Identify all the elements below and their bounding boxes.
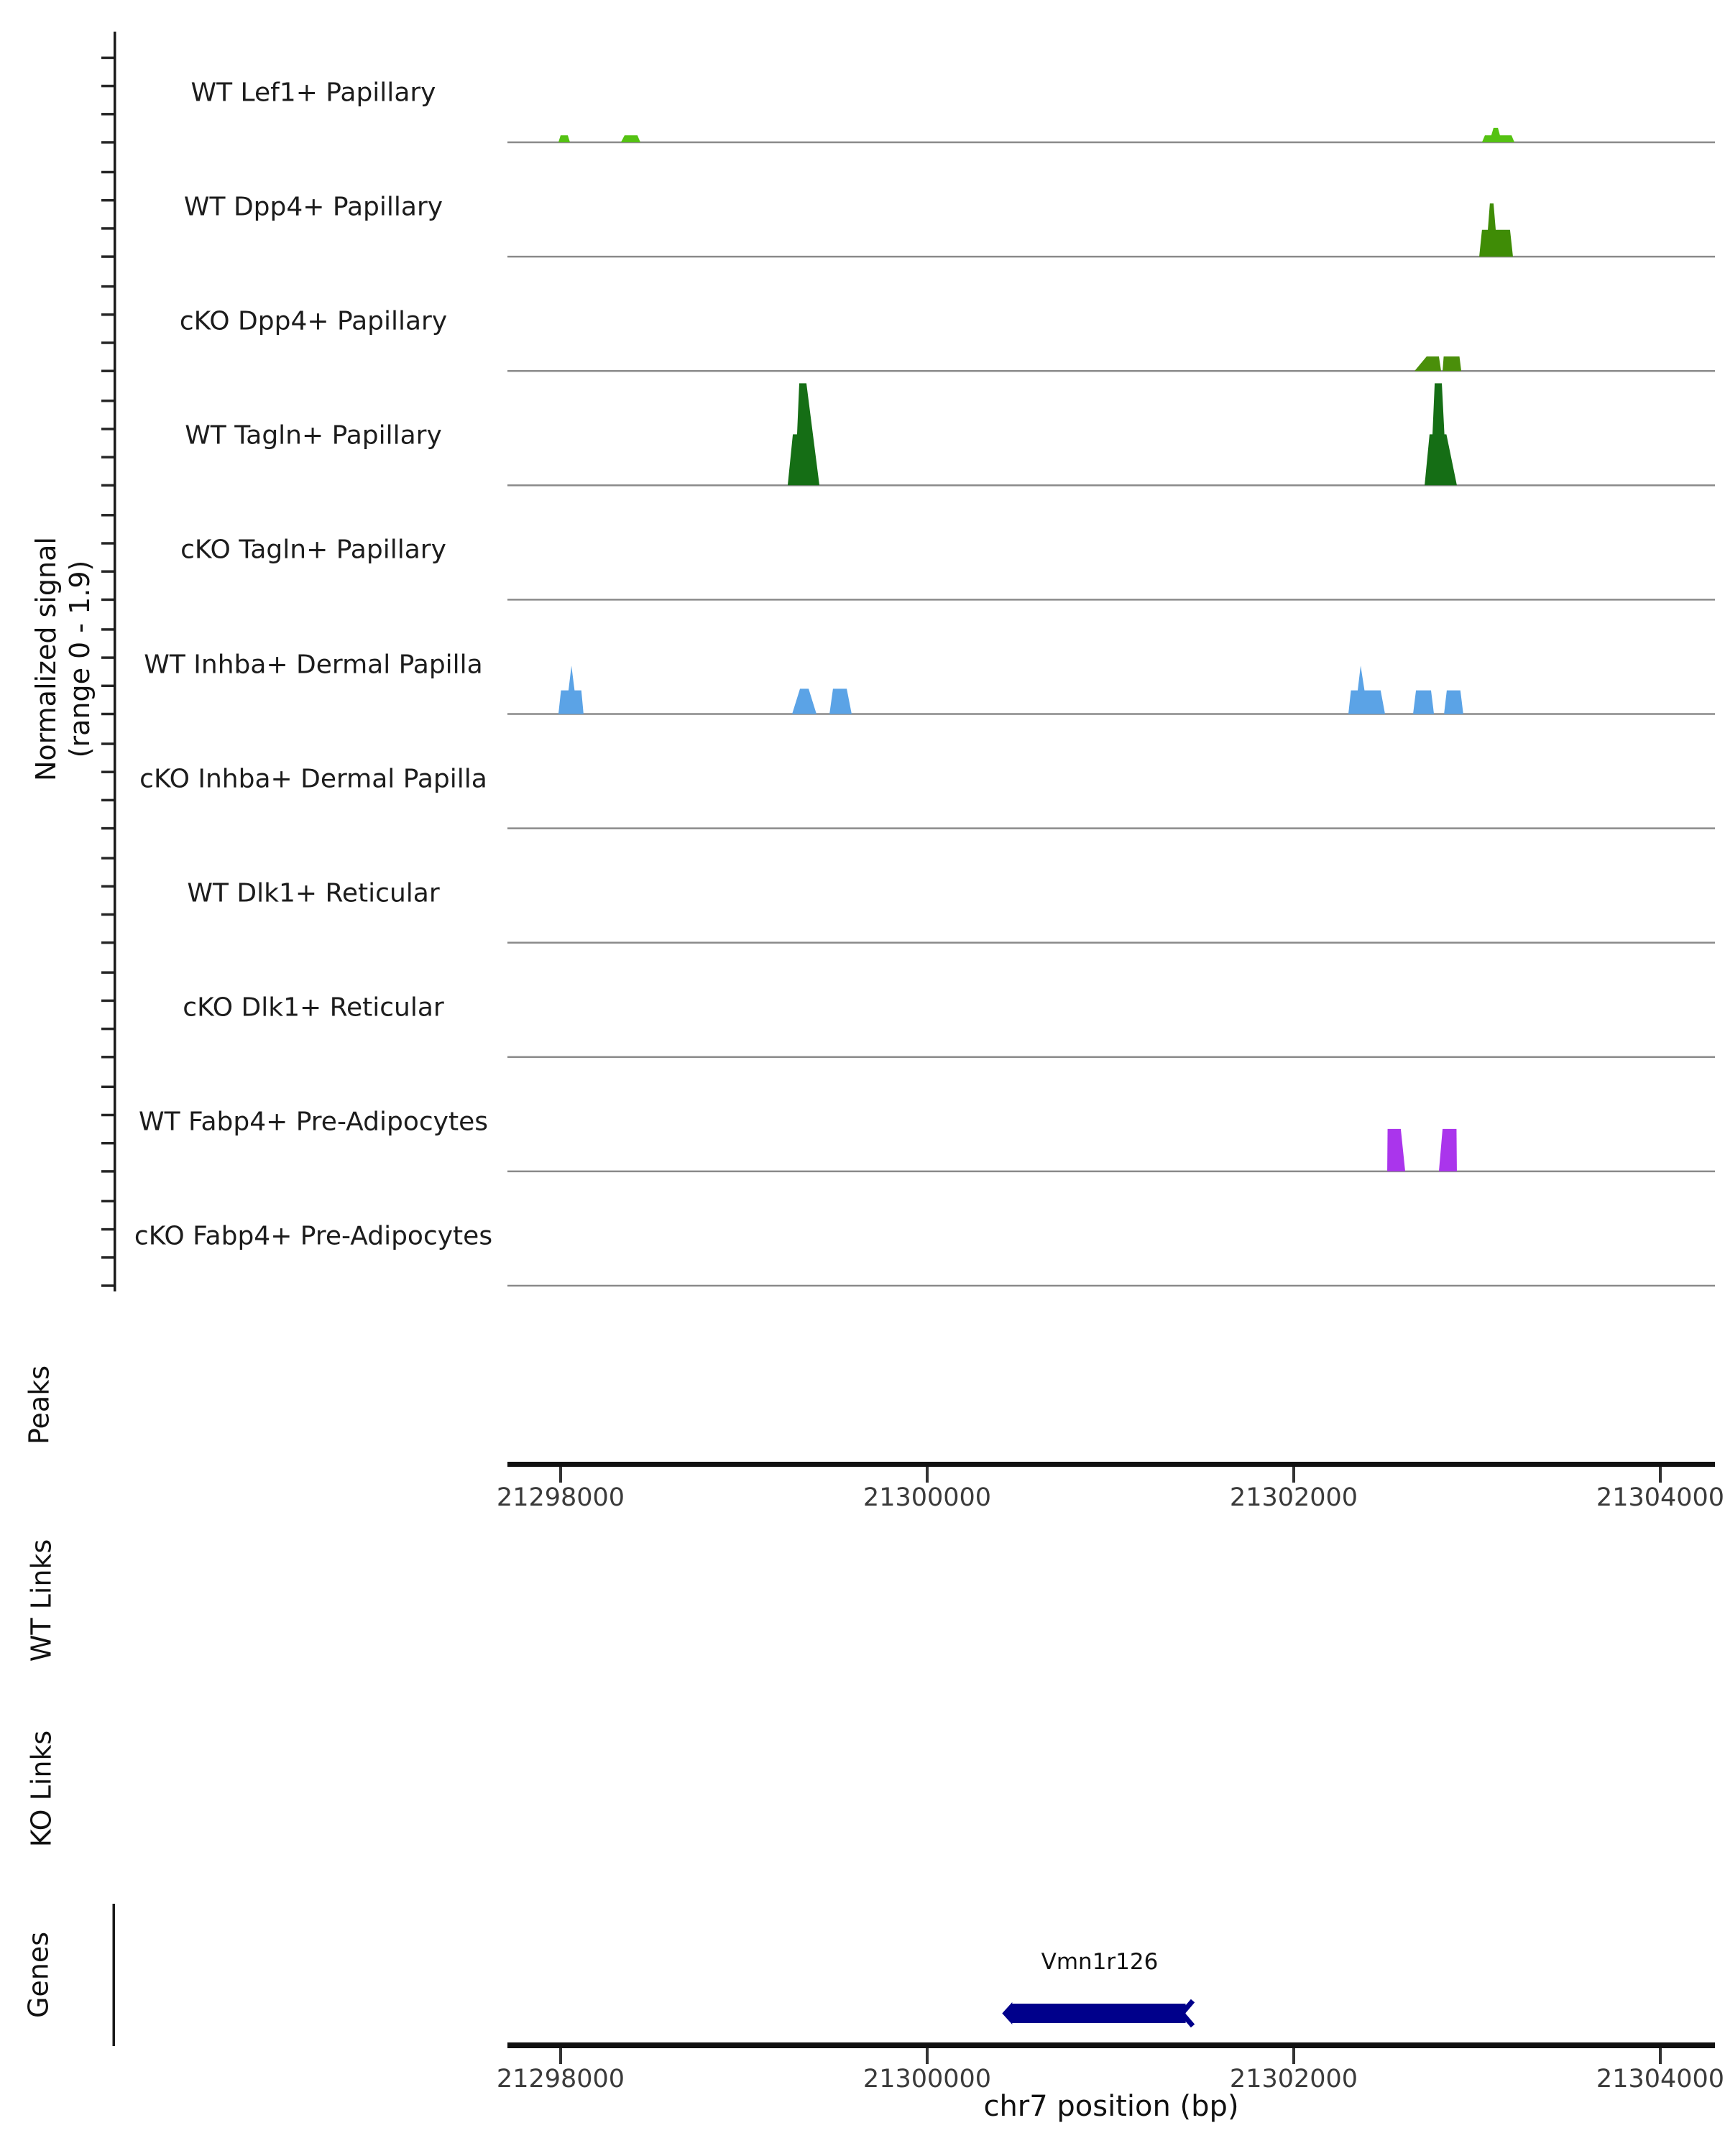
section-label-ko-links: KO Links [25, 1730, 58, 1848]
peaks-axis-tick-label: 21302000 [1229, 1483, 1358, 1512]
peaks-axis-tick [559, 1467, 562, 1483]
track-label: WT Lef1+ Papillary [190, 78, 436, 108]
signal-peak [788, 383, 819, 485]
y-axis-title-line1: Normalized signal [29, 537, 62, 781]
signal-y-axis-tick [101, 599, 114, 602]
signal-y-axis-tick [101, 113, 114, 116]
signal-y-axis-tick [101, 885, 114, 888]
signal-y-axis-tick [101, 628, 114, 631]
signal-y-axis-tick [101, 1114, 114, 1117]
signal-y-axis-tick [101, 171, 114, 174]
track-baseline [507, 1056, 1715, 1059]
bottom-axis-tick [1659, 2048, 1662, 2064]
track-label: cKO Tagln+ Papillary [180, 535, 446, 565]
bottom-axis-tick [1292, 2048, 1295, 2064]
track-baseline [507, 941, 1715, 944]
signal-y-axis-tick [101, 971, 114, 974]
signal-peak [1425, 383, 1457, 485]
signal-peak [1479, 203, 1513, 257]
track-baseline [507, 599, 1715, 601]
bottom-axis-tick [926, 2048, 929, 2064]
y-axis-title [29, 537, 97, 781]
signal-y-axis-tick [101, 428, 114, 430]
signal-peak [558, 665, 584, 714]
signal-y-axis-tick [101, 313, 114, 316]
track-label: WT Dlk1+ Reticular [187, 878, 440, 908]
signal-y-axis-tick [101, 1200, 114, 1203]
signal-y-axis-tick [101, 227, 114, 230]
signal-y-axis-tick [101, 713, 114, 716]
signal-y-axis-tick [101, 913, 114, 916]
signal-y-axis-tick [101, 255, 114, 258]
signal-y-axis-tick [101, 799, 114, 802]
y-axis-title-line2: (range 0 - 1.9) [64, 560, 96, 758]
peaks-axis-tick [1659, 1467, 1662, 1483]
section-label-genes: Genes [22, 1931, 55, 2019]
signal-y-axis-tick [101, 1056, 114, 1059]
track-baseline [507, 142, 1715, 144]
track-baseline [507, 827, 1715, 829]
signal-peak [1444, 691, 1463, 714]
peaks-axis-tick [1292, 1467, 1295, 1483]
peaks-axis-tick-label: 21298000 [496, 1483, 625, 1512]
signal-y-axis-tick [101, 770, 114, 773]
signal-y-axis-tick [101, 400, 114, 402]
peaks-axis-tick-label: 21300000 [862, 1483, 992, 1512]
signal-y-axis-tick [101, 285, 114, 288]
signal-peak [1348, 665, 1385, 714]
signal-y-axis-tick [101, 941, 114, 944]
gene-body [1011, 2004, 1185, 2023]
bottom-axis-tick-label: 21304000 [1596, 2065, 1725, 2093]
signal-y-axis-tick [101, 369, 114, 372]
signal-y-axis-tick [101, 1142, 114, 1145]
track-baseline [507, 256, 1715, 258]
peaks-axis-line [507, 1462, 1715, 1467]
section-label-wt-links: WT Links [25, 1539, 58, 1662]
track-label: WT Dpp4+ Papillary [183, 192, 443, 222]
track-label: WT Fabp4+ Pre-Adipocytes [139, 1107, 488, 1137]
signal-peak [558, 135, 570, 142]
signal-y-axis-tick [101, 1228, 114, 1231]
signal-peak [1387, 1129, 1405, 1171]
signal-y-axis-tick [101, 827, 114, 830]
gene-strand-arrow-icon [1002, 2002, 1012, 2024]
signal-peak [1414, 356, 1441, 371]
bottom-axis-tick-label: 21302000 [1229, 2065, 1358, 2093]
bottom-axis-tick [559, 2048, 562, 2064]
signal-y-axis-tick [101, 742, 114, 745]
signal-y-axis-tick [101, 570, 114, 573]
track-label: cKO Inhba+ Dermal Papilla [139, 764, 487, 794]
signal-peak [1443, 356, 1461, 371]
signal-y-axis-tick [101, 484, 114, 487]
signal-y-axis-tick [101, 514, 114, 517]
signal-y-axis-tick [101, 1086, 114, 1089]
signal-peak [621, 135, 640, 142]
signal-y-axis-tick [101, 341, 114, 344]
signal-y-axis-tick [101, 542, 114, 545]
track-baseline [507, 484, 1715, 487]
signal-y-axis-tick [101, 141, 114, 144]
signal-y-axis-tick [101, 57, 114, 60]
signal-peak [829, 688, 852, 714]
signal-y-axis-tick [101, 199, 114, 202]
signal-peak [1482, 128, 1514, 142]
bottom-axis-tick-label: 21298000 [496, 2065, 625, 2093]
signal-y-axis-spine [114, 32, 116, 1291]
signal-y-axis-tick [101, 85, 114, 88]
track-baseline [507, 713, 1715, 715]
track-baseline [507, 370, 1715, 372]
peaks-axis-tick-label: 21304000 [1596, 1483, 1725, 1512]
signal-y-axis-tick [101, 685, 114, 688]
section-label-peaks: Peaks [23, 1365, 55, 1445]
signal-y-axis-tick [101, 1000, 114, 1003]
genes-axis-spine [113, 1904, 116, 2046]
signal-peak [1439, 1129, 1457, 1171]
signal-y-axis-tick [101, 1028, 114, 1031]
track-label: cKO Fabp4+ Pre-Adipocytes [134, 1221, 493, 1251]
signal-peak [1413, 691, 1434, 714]
track-label: cKO Dlk1+ Reticular [183, 992, 444, 1023]
track-baseline [507, 1285, 1715, 1287]
bottom-axis-tick-label: 21300000 [862, 2065, 992, 2093]
bottom-axis-line [507, 2042, 1715, 2048]
track-label: WT Inhba+ Dermal Papilla [144, 650, 483, 679]
signal-y-axis-tick [101, 656, 114, 659]
gene-label: Vmn1r126 [1041, 1949, 1159, 1975]
track-label: WT Tagln+ Papillary [185, 420, 442, 451]
track-label: cKO Dpp4+ Papillary [179, 306, 448, 336]
signal-y-axis-tick [101, 857, 114, 860]
signal-y-axis-tick [101, 456, 114, 459]
signal-y-axis-tick [101, 1284, 114, 1287]
track-baseline [507, 1171, 1715, 1173]
x-axis-title: chr7 position (bp) [983, 2090, 1239, 2123]
signal-peak [792, 688, 816, 714]
peaks-axis-tick [926, 1467, 929, 1483]
signal-y-axis-tick [101, 1256, 114, 1259]
signal-y-axis-tick [101, 1170, 114, 1173]
